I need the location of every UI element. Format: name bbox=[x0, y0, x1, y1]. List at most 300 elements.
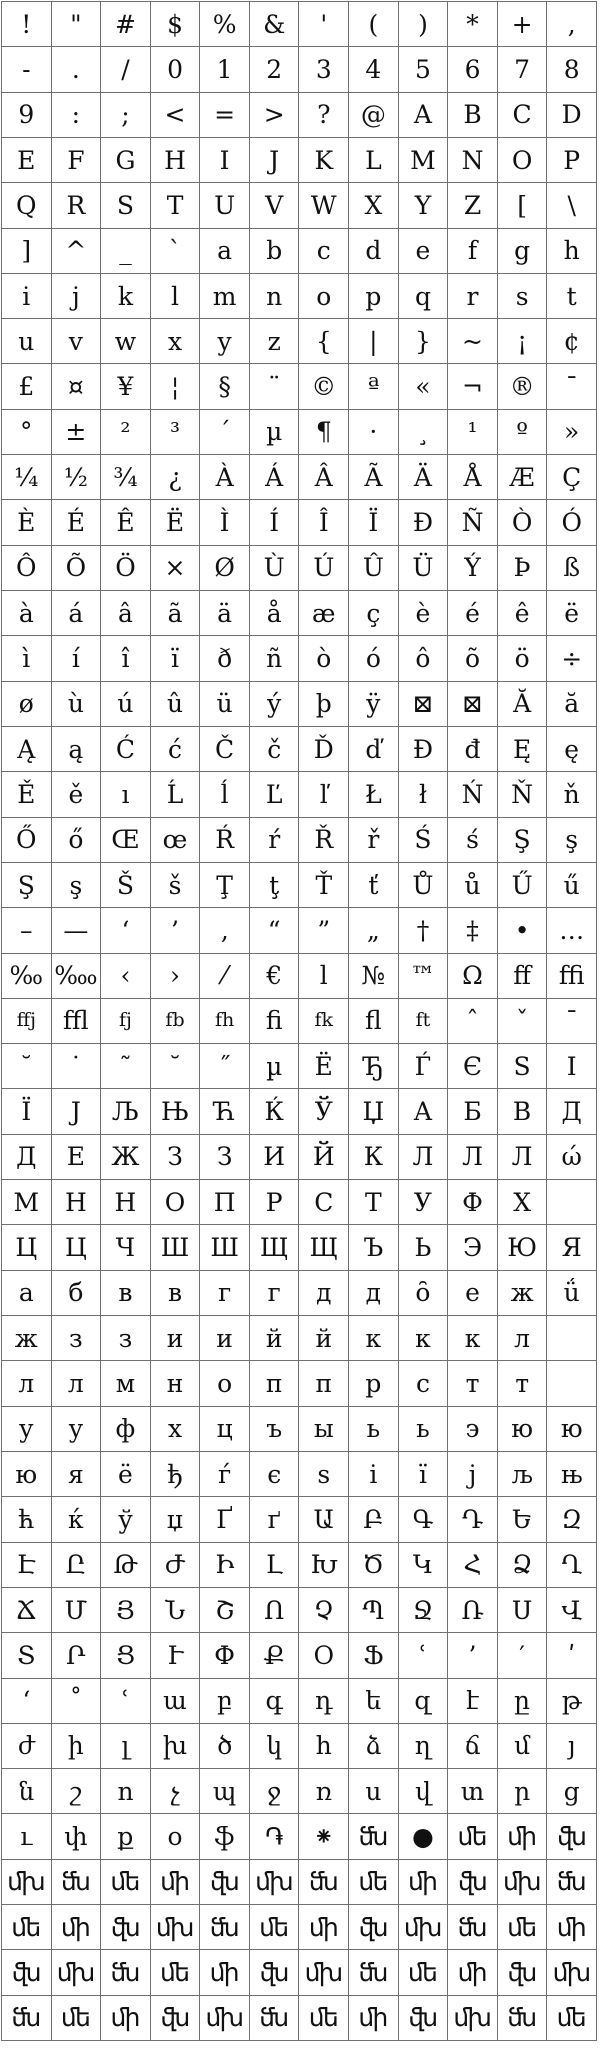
glyph-cell: Ë bbox=[151, 500, 201, 545]
glyph-cell: ¡ bbox=[498, 319, 548, 364]
glyph-cell: – bbox=[2, 908, 52, 953]
glyph-cell: ր bbox=[498, 1769, 548, 1814]
glyph-cell: ֏ bbox=[250, 1814, 300, 1859]
glyph-cell: Џ bbox=[349, 1089, 399, 1134]
glyph-cell: D bbox=[547, 93, 597, 138]
glyph-cell: і bbox=[349, 1452, 399, 1497]
glyph-cell: ѕ bbox=[299, 1452, 349, 1497]
glyph-cell: Í bbox=[250, 500, 300, 545]
glyph-cell: d bbox=[349, 229, 399, 274]
glyph-cell: у bbox=[2, 1407, 52, 1452]
glyph-cell: ﬗ bbox=[250, 1860, 300, 1905]
glyph-cell: * bbox=[448, 2, 498, 47]
glyph-cell: п bbox=[299, 1361, 349, 1406]
glyph-cell: Ժ bbox=[151, 1543, 201, 1588]
glyph-cell: г bbox=[250, 1271, 300, 1316]
glyph-cell: ﬖ bbox=[101, 1905, 151, 1950]
glyph-cell: Ő bbox=[2, 818, 52, 863]
glyph-cell: ′ bbox=[498, 1633, 548, 1678]
glyph-cell: ﬔ bbox=[151, 1950, 201, 1995]
glyph-cell: Ֆ bbox=[349, 1633, 399, 1678]
glyph-cell bbox=[547, 1316, 597, 1361]
glyph-cell: î bbox=[101, 636, 151, 681]
glyph-cell: ﬄ bbox=[52, 999, 102, 1044]
glyph-cell: М bbox=[2, 1180, 52, 1225]
glyph-cell: 9 bbox=[2, 93, 52, 138]
glyph-cell: ł bbox=[399, 772, 449, 817]
glyph-cell: S bbox=[101, 183, 151, 228]
glyph-cell: у bbox=[52, 1407, 102, 1452]
glyph-cell: ﬖ bbox=[151, 1996, 201, 2041]
glyph-cell: й bbox=[250, 1316, 300, 1361]
glyph-cell: Ń bbox=[448, 772, 498, 817]
glyph-cell: ˙ bbox=[52, 1044, 102, 1089]
glyph-cell: Ս bbox=[498, 1588, 548, 1633]
glyph-cell: Щ bbox=[250, 1225, 300, 1270]
glyph-cell: ю bbox=[498, 1407, 548, 1452]
glyph-cell: ë bbox=[547, 591, 597, 636]
glyph-cell: Վ bbox=[547, 1588, 597, 1633]
glyph-cell: Ł bbox=[349, 772, 399, 817]
glyph-cell: э bbox=[448, 1407, 498, 1452]
glyph-cell: — bbox=[52, 908, 102, 953]
glyph-cell: к bbox=[349, 1316, 399, 1361]
glyph-cell: Œ bbox=[101, 818, 151, 863]
glyph-cell: ‱ bbox=[52, 954, 102, 999]
glyph-cell: ю bbox=[547, 1407, 597, 1452]
glyph-cell: ﬓ bbox=[349, 1950, 399, 1995]
glyph-cell: Ş bbox=[498, 818, 548, 863]
glyph-cell: е bbox=[448, 1271, 498, 1316]
glyph-cell: J bbox=[52, 1089, 102, 1134]
glyph-cell: մ bbox=[498, 1724, 548, 1769]
glyph-cell: В bbox=[498, 1089, 548, 1134]
glyph-cell: ў bbox=[101, 1497, 151, 1542]
glyph-cell: L bbox=[349, 138, 399, 183]
glyph-cell: ? bbox=[299, 93, 349, 138]
glyph-cell: Д bbox=[547, 1089, 597, 1134]
glyph-cell: $ bbox=[151, 2, 201, 47]
glyph-cell: ﬕ bbox=[349, 1996, 399, 2041]
glyph-cell: Ľ bbox=[250, 772, 300, 817]
glyph-cell: є bbox=[250, 1452, 300, 1497]
glyph-cell: f bbox=[448, 229, 498, 274]
glyph-cell: e bbox=[399, 229, 449, 274]
glyph-cell: Ե bbox=[498, 1497, 548, 1542]
glyph-cell: þ bbox=[299, 682, 349, 727]
glyph-cell: < bbox=[151, 93, 201, 138]
glyph-cell: ı bbox=[101, 772, 151, 817]
glyph-cell: Ց bbox=[101, 1633, 151, 1678]
glyph-cell: й bbox=[299, 1316, 349, 1361]
glyph-cell: ™ bbox=[399, 954, 449, 999]
glyph-cell: Њ bbox=[151, 1089, 201, 1134]
glyph-cell: д bbox=[349, 1271, 399, 1316]
glyph-cell: ﬓ bbox=[250, 1996, 300, 2041]
glyph-cell: „ bbox=[349, 908, 399, 953]
glyph-cell: ј bbox=[448, 1452, 498, 1497]
glyph-cell: ¨ bbox=[250, 364, 300, 409]
glyph-cell: 6 bbox=[448, 47, 498, 92]
glyph-cell: Л bbox=[498, 1135, 548, 1180]
glyph-cell: ﬔ bbox=[448, 1814, 498, 1859]
glyph-cell: х bbox=[151, 1407, 201, 1452]
glyph-cell: † bbox=[399, 908, 449, 953]
glyph-cell: 0 bbox=[151, 47, 201, 92]
glyph-cell: Ю bbox=[498, 1225, 548, 1270]
glyph-cell: 4 bbox=[349, 47, 399, 92]
glyph-cell: љ bbox=[498, 1452, 548, 1497]
glyph-cell: ‹ bbox=[101, 954, 151, 999]
glyph-cell: ű bbox=[547, 863, 597, 908]
glyph-cell: B bbox=[448, 93, 498, 138]
glyph-cell: Ĺ bbox=[151, 772, 201, 817]
glyph-cell: \ bbox=[547, 183, 597, 228]
glyph-cell: Ü bbox=[399, 546, 449, 591]
glyph-cell: П bbox=[200, 1180, 250, 1225]
glyph-cell: õ bbox=[448, 636, 498, 681]
glyph-cell: ն bbox=[2, 1769, 52, 1814]
glyph-cell: ж bbox=[2, 1316, 52, 1361]
glyph-cell: ﬕ bbox=[399, 1860, 449, 1905]
glyph-cell: б bbox=[52, 1271, 102, 1316]
glyph-cell: n bbox=[250, 274, 300, 319]
glyph-cell: ó bbox=[349, 636, 399, 681]
glyph-cell: , bbox=[547, 2, 597, 47]
glyph-cell: ď bbox=[349, 727, 399, 772]
glyph-cell: ց bbox=[547, 1769, 597, 1814]
glyph-cell: œ bbox=[151, 818, 201, 863]
glyph-cell: Û bbox=[349, 546, 399, 591]
glyph-cell: ÷ bbox=[547, 636, 597, 681]
glyph-cell: Э bbox=[448, 1225, 498, 1270]
glyph-cell: ` bbox=[151, 229, 201, 274]
glyph-cell: Ï bbox=[349, 500, 399, 545]
glyph-cell: А bbox=[399, 1089, 449, 1134]
glyph-cell: з bbox=[101, 1316, 151, 1361]
glyph-cell: Ш bbox=[151, 1225, 201, 1270]
glyph-cell: s bbox=[498, 274, 548, 319]
glyph-cell: ř bbox=[349, 818, 399, 863]
glyph-cell: ˚ bbox=[52, 1679, 102, 1724]
glyph-cell: Ú bbox=[299, 546, 349, 591]
glyph-cell: Д bbox=[2, 1135, 52, 1180]
glyph-cell: ﬕ bbox=[448, 1950, 498, 1995]
glyph-cell: Ц bbox=[2, 1225, 52, 1270]
glyph-cell: ﬁ bbox=[250, 999, 300, 1044]
glyph-cell: Մ bbox=[52, 1588, 102, 1633]
glyph-cell: Ó bbox=[547, 500, 597, 545]
glyph-cell: ȏ bbox=[399, 1271, 449, 1316]
glyph-cell: ˝ bbox=[200, 1044, 250, 1089]
glyph-cell: Ä bbox=[399, 455, 449, 500]
glyph-cell: t bbox=[547, 274, 597, 319]
glyph-cell: բ bbox=[200, 1679, 250, 1724]
glyph-cell: Ի bbox=[200, 1543, 250, 1588]
glyph-cell: ﬗ bbox=[498, 1860, 548, 1905]
glyph-cell: Ò bbox=[498, 500, 548, 545]
glyph-cell: h bbox=[547, 229, 597, 274]
glyph-cell: 3 bbox=[299, 47, 349, 92]
glyph-cell: É bbox=[52, 500, 102, 545]
glyph-cell: j bbox=[52, 274, 102, 319]
glyph-cell: Ղ bbox=[547, 1543, 597, 1588]
glyph-cell: տ bbox=[448, 1769, 498, 1814]
glyph-cell: с bbox=[399, 1361, 449, 1406]
glyph-cell: ﬗ bbox=[200, 1996, 250, 2041]
glyph-cell: ь bbox=[349, 1407, 399, 1452]
glyph-cell: ' bbox=[299, 2, 349, 47]
glyph-cell: т bbox=[448, 1361, 498, 1406]
glyph-cell: ft bbox=[399, 999, 449, 1044]
glyph-cell: Գ bbox=[399, 1497, 449, 1542]
glyph-cell: × bbox=[151, 546, 201, 591]
glyph-cell: ґ bbox=[250, 1497, 300, 1542]
glyph-cell: ﬖ bbox=[2, 1950, 52, 1995]
glyph-cell: û bbox=[151, 682, 201, 727]
glyph-cell: Я bbox=[547, 1225, 597, 1270]
glyph-cell: ё bbox=[101, 1452, 151, 1497]
glyph-cell: å bbox=[250, 591, 300, 636]
glyph-cell: ˆ bbox=[448, 999, 498, 1044]
glyph-cell: ﬗ bbox=[448, 1996, 498, 2041]
glyph-cell: ţ bbox=[250, 863, 300, 908]
glyph-cell: ” bbox=[299, 908, 349, 953]
glyph-cell: m bbox=[200, 274, 250, 319]
glyph-cell: Õ bbox=[52, 546, 102, 591]
glyph-cell: € bbox=[250, 954, 300, 999]
glyph-cell: p bbox=[349, 274, 399, 319]
glyph-cell: չ bbox=[151, 1769, 201, 1814]
glyph-cell: “ bbox=[250, 908, 300, 953]
glyph-cell: դ bbox=[299, 1679, 349, 1724]
glyph-cell: E bbox=[2, 138, 52, 183]
glyph-cell: æ bbox=[299, 591, 349, 636]
glyph-cell: ⁄ bbox=[200, 954, 250, 999]
glyph-cell: Ű bbox=[498, 863, 548, 908]
glyph-cell: Պ bbox=[349, 1588, 399, 1633]
glyph-cell: Ц bbox=[52, 1225, 102, 1270]
glyph-cell: í bbox=[52, 636, 102, 681]
glyph-cell: Щ bbox=[299, 1225, 349, 1270]
glyph-cell: X bbox=[349, 183, 399, 228]
glyph-cell: ś bbox=[448, 818, 498, 863]
glyph-cell: ﬕ bbox=[498, 1814, 548, 1859]
glyph-cell: + bbox=[498, 2, 548, 47]
glyph-cell: / bbox=[101, 47, 151, 92]
glyph-cell: Թ bbox=[101, 1543, 151, 1588]
glyph-cell: fb bbox=[151, 999, 201, 1044]
glyph-cell: ի bbox=[52, 1724, 102, 1769]
glyph-cell: R bbox=[52, 183, 102, 228]
glyph-cell: ş bbox=[547, 818, 597, 863]
glyph-cell: Å bbox=[448, 455, 498, 500]
glyph-cell: ‰ bbox=[2, 954, 52, 999]
glyph-cell: м bbox=[101, 1361, 151, 1406]
glyph-cell: Ś bbox=[399, 818, 449, 863]
glyph-cell: fj bbox=[101, 999, 151, 1044]
glyph-cell: ѓ bbox=[200, 1452, 250, 1497]
glyph-cell: µ bbox=[250, 410, 300, 455]
glyph-cell: ’ bbox=[151, 908, 201, 953]
glyph-cell: é bbox=[448, 591, 498, 636]
glyph-cell: Ě bbox=[2, 772, 52, 817]
glyph-cell: պ bbox=[200, 1769, 250, 1814]
glyph-cell: Ì bbox=[200, 500, 250, 545]
glyph-cell: ո bbox=[101, 1769, 151, 1814]
glyph-cell: ﬗ bbox=[2, 1860, 52, 1905]
glyph-cell: ï bbox=[151, 636, 201, 681]
glyph-cell: ծ bbox=[200, 1724, 250, 1769]
glyph-cell: փ bbox=[52, 1814, 102, 1859]
glyph-cell: P bbox=[547, 138, 597, 183]
glyph-cell: ¤ bbox=[52, 364, 102, 409]
glyph-cell: ² bbox=[101, 410, 151, 455]
glyph-cell: = bbox=[200, 93, 250, 138]
glyph-cell: ﬔ bbox=[299, 1996, 349, 2041]
glyph-cell: J bbox=[250, 138, 300, 183]
glyph-cell: ﬓ bbox=[2, 1996, 52, 2041]
glyph-cell: ʿ bbox=[399, 1633, 449, 1678]
glyph-cell: . bbox=[52, 47, 102, 92]
glyph-cell: v bbox=[52, 319, 102, 364]
glyph-cell: ê bbox=[498, 591, 548, 636]
glyph-cell: գ bbox=[250, 1679, 300, 1724]
glyph-cell: ő bbox=[52, 818, 102, 863]
glyph-cell: р bbox=[349, 1361, 399, 1406]
glyph-cell: լ bbox=[101, 1724, 151, 1769]
glyph-cell: ﬓ bbox=[547, 1860, 597, 1905]
glyph-cell: Ъ bbox=[349, 1225, 399, 1270]
glyph-cell: У bbox=[399, 1180, 449, 1225]
glyph-cell: F bbox=[52, 138, 102, 183]
glyph-cell: § bbox=[200, 364, 250, 409]
glyph-cell: Й bbox=[299, 1135, 349, 1180]
glyph-cell: ﬖ bbox=[200, 1860, 250, 1905]
glyph-cell: ђ bbox=[151, 1452, 201, 1497]
glyph-cell: ʻ bbox=[2, 1679, 52, 1724]
glyph-cell: խ bbox=[151, 1724, 201, 1769]
glyph-cell: ť bbox=[349, 863, 399, 908]
glyph-cell: M bbox=[399, 138, 449, 183]
glyph-cell: Ð bbox=[399, 500, 449, 545]
glyph-cell: ﬗ bbox=[52, 1950, 102, 1995]
glyph-cell: ﬖ bbox=[547, 1814, 597, 1859]
glyph-cell: ﬓ bbox=[299, 1860, 349, 1905]
glyph-cell: Ո bbox=[250, 1588, 300, 1633]
glyph-cell: ˘ bbox=[2, 1044, 52, 1089]
glyph-cell: Ñ bbox=[448, 500, 498, 545]
glyph-cell: Ć bbox=[101, 727, 151, 772]
glyph-cell: ћ bbox=[2, 1497, 52, 1542]
glyph-cell: ﬀj bbox=[2, 999, 52, 1044]
glyph-cell: ф bbox=[101, 1407, 151, 1452]
glyph-cell: S bbox=[498, 1044, 548, 1089]
glyph-cell: շ bbox=[52, 1769, 102, 1814]
glyph-cell: ﬔ bbox=[250, 1905, 300, 1950]
glyph-cell: ‡ bbox=[448, 908, 498, 953]
glyph-cell: ﬀ bbox=[498, 954, 548, 999]
glyph-cell: ä bbox=[200, 591, 250, 636]
glyph-cell: ﬓ bbox=[52, 1860, 102, 1905]
glyph-cell: K bbox=[299, 138, 349, 183]
glyph-cell: Ø bbox=[200, 546, 250, 591]
glyph-cell: ї bbox=[399, 1452, 449, 1497]
glyph-cell: Ť bbox=[299, 863, 349, 908]
glyph-cell: С bbox=[299, 1180, 349, 1225]
glyph-cell: ˜ bbox=[101, 1044, 151, 1089]
glyph-cell: ą bbox=[52, 727, 102, 772]
glyph-cell: ֆ bbox=[200, 1814, 250, 1859]
glyph-cell: к bbox=[399, 1316, 449, 1361]
glyph-cell: ﬔ bbox=[498, 1905, 548, 1950]
glyph-cell: ձ bbox=[349, 1724, 399, 1769]
glyph-cell: ﬖ bbox=[250, 1950, 300, 1995]
glyph-cell: » bbox=[547, 410, 597, 455]
glyph-cell: ﬗ bbox=[399, 1905, 449, 1950]
glyph-cell: « bbox=[399, 364, 449, 409]
glyph-cell: I bbox=[547, 1044, 597, 1089]
glyph-cell: ě bbox=[52, 772, 102, 817]
glyph-cell: | bbox=[349, 319, 399, 364]
glyph-cell: Ա bbox=[299, 1497, 349, 1542]
glyph-cell: ս bbox=[349, 1769, 399, 1814]
glyph-cell: Л bbox=[399, 1135, 449, 1180]
glyph-cell: п bbox=[250, 1361, 300, 1406]
glyph-cell: l bbox=[151, 274, 201, 319]
glyph-cell: đ bbox=[448, 727, 498, 772]
glyph-cell: 2 bbox=[250, 47, 300, 92]
glyph-cell: z bbox=[250, 319, 300, 364]
glyph-cell: ﬓ bbox=[448, 1905, 498, 1950]
glyph-cell: ﬕ bbox=[101, 1996, 151, 2041]
glyph-cell: ! bbox=[2, 2, 52, 47]
glyph-cell: № bbox=[349, 954, 399, 999]
glyph-cell: â bbox=[101, 591, 151, 636]
glyph-cell: ć bbox=[151, 727, 201, 772]
glyph-cell: Â bbox=[299, 455, 349, 500]
glyph-cell: И bbox=[250, 1135, 300, 1180]
glyph-cell: ﬃ bbox=[547, 954, 597, 999]
glyph-cell: Ґ bbox=[200, 1497, 250, 1542]
glyph-cell: { bbox=[299, 319, 349, 364]
glyph-cell: u bbox=[2, 319, 52, 364]
glyph-cell: ľ bbox=[299, 772, 349, 817]
glyph-cell: c bbox=[299, 229, 349, 274]
glyph-cell: д bbox=[299, 1271, 349, 1316]
glyph-cell: ± bbox=[52, 410, 102, 455]
glyph-cell: ã bbox=[151, 591, 201, 636]
glyph-cell: Ă bbox=[498, 682, 548, 727]
glyph-cell bbox=[547, 1180, 597, 1225]
glyph-cell: Н bbox=[101, 1180, 151, 1225]
glyph-cell: Ê bbox=[101, 500, 151, 545]
glyph-cell: ¦ bbox=[151, 364, 201, 409]
glyph-cell: T bbox=[151, 183, 201, 228]
glyph-cell: N bbox=[448, 138, 498, 183]
glyph-cell: г bbox=[200, 1271, 250, 1316]
glyph-cell: ﬖ bbox=[349, 1905, 399, 1950]
glyph-cell: ժ bbox=[2, 1724, 52, 1769]
glyph-cell: Բ bbox=[349, 1497, 399, 1542]
glyph-cell: Y bbox=[399, 183, 449, 228]
glyph-cell: ● bbox=[399, 1814, 449, 1859]
glyph-cell: á bbox=[52, 591, 102, 636]
glyph-cell: Ů bbox=[399, 863, 449, 908]
glyph-cell: ﬂ bbox=[349, 999, 399, 1044]
glyph-cell: ; bbox=[101, 93, 151, 138]
glyph-cell: Đ bbox=[399, 727, 449, 772]
